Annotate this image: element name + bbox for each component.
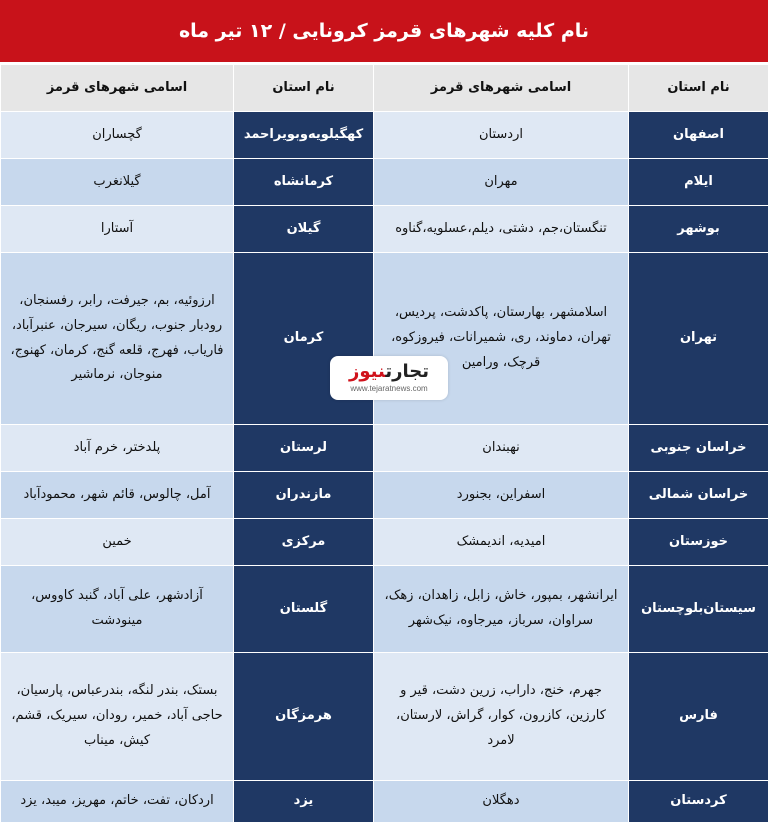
cities-cell: آستارا	[1, 206, 234, 253]
table-row	[1, 112, 768, 159]
cities-cell: بستک، بندر لنگه، بندرعباس، پارسیان، حاجی آباد، خمیر، رودان، سیریک، قشم، کیش، میناب	[1, 653, 234, 781]
cities-cell: اسفراین، بجنورد	[374, 472, 629, 519]
cities-cell: خمین	[1, 519, 234, 566]
header-province-2: نام استان	[234, 65, 374, 112]
cities-cell: جهرم، خنج، داراب، زرین دشت، قیر و کارزین، کازرون، کوار، گراش، لارستان، لامرد	[374, 653, 629, 781]
cities-cell: مهران	[374, 159, 629, 206]
cities-cell: اردکان، تفت، خاتم، مهریز، میبد، یزد	[1, 781, 234, 823]
cities-cell: نهبندان	[374, 425, 629, 472]
cities-cell: تنگستان،جم، دشتی، دیلم،عسلویه،گناوه	[374, 206, 629, 253]
province-cell: خوزستان	[629, 519, 768, 566]
cities-cell: آمل، چالوس، قائم شهر، محمودآباد	[1, 472, 234, 519]
province-cell: کرمانشاه	[234, 159, 374, 206]
cities-cell: ارزوئیه، بم، جیرفت، رابر، رفسنجان، رودبار جنوب، ریگان، سیرجان، عنبرآباد، فاریاب، فهرج، قلعه گنج، کرمان، کهنوج، منوجان، نرماشیر	[1, 253, 234, 425]
cities-cell: ایرانشهر، بمپور، خاش، زابل، زاهدان، زهک، سراوان، سرباز، میرجاوه، نیک‌شهر	[374, 566, 629, 653]
logo-url: www.tejaratnews.com	[350, 384, 428, 393]
province-cell: کردستان	[629, 781, 768, 823]
province-cell: خراسان شمالی	[629, 472, 768, 519]
page-title: نام کلیه شهرهای قرمز کرونایی / ۱۲ تیر ماه	[178, 20, 590, 42]
cities-cell: گچساران	[1, 112, 234, 159]
province-cell: مرکزی	[234, 519, 374, 566]
header-row	[1, 65, 768, 112]
table-row	[1, 425, 768, 472]
tejaratnews-logo	[330, 356, 448, 400]
cities-cell: آزادشهر، علی آباد، گنبد کاووس، مینودشت	[1, 566, 234, 653]
table-row	[1, 206, 768, 253]
header-cities-1: اسامی شهرهای قرمز	[374, 65, 629, 112]
table-row	[1, 159, 768, 206]
province-cell: مازندران	[234, 472, 374, 519]
province-cell: کهگیلویه‌وبویراحمد	[234, 112, 374, 159]
province-cell: اصفهان	[629, 112, 768, 159]
province-cell: گیلان	[234, 206, 374, 253]
red-cities-table	[0, 64, 768, 823]
cities-cell: اسلامشهر، بهارستان، پاکدشت، پردیس، تهران، دماوند، ری، شمیرانات، فیروزکوه، قرچک، ورامین	[374, 253, 629, 425]
logo-wordmark	[349, 363, 429, 381]
cities-cell: اردستان	[374, 112, 629, 159]
table-row	[1, 519, 768, 566]
table-title-bar	[0, 0, 768, 62]
province-cell: ایلام	[629, 159, 768, 206]
cities-cell: گیلانغرب	[1, 159, 234, 206]
province-cell: کرمان	[234, 253, 374, 425]
logo-text-part2: نیوز	[349, 361, 386, 382]
header-cities-2: اسامی شهرهای قرمز	[1, 65, 234, 112]
province-cell: تهران	[629, 253, 768, 425]
province-cell: سیستان‌بلوچستان	[629, 566, 768, 653]
table-row	[1, 566, 768, 653]
province-cell: بوشهر	[629, 206, 768, 253]
cities-cell: پلدختر، خرم آباد	[1, 425, 234, 472]
province-cell: لرستان	[234, 425, 374, 472]
table-row	[1, 653, 768, 781]
logo-text-part1: تجارت	[385, 361, 429, 382]
cities-cell: دهگلان	[374, 781, 629, 823]
province-cell: گلستان	[234, 566, 374, 653]
table-row	[1, 781, 768, 823]
header-province-1: نام استان	[629, 65, 768, 112]
province-cell: یزد	[234, 781, 374, 823]
cities-cell: امیدیه، اندیمشک	[374, 519, 629, 566]
province-cell: فارس	[629, 653, 768, 781]
table-row	[1, 472, 768, 519]
province-cell: هرمزگان	[234, 653, 374, 781]
province-cell: خراسان جنوبی	[629, 425, 768, 472]
